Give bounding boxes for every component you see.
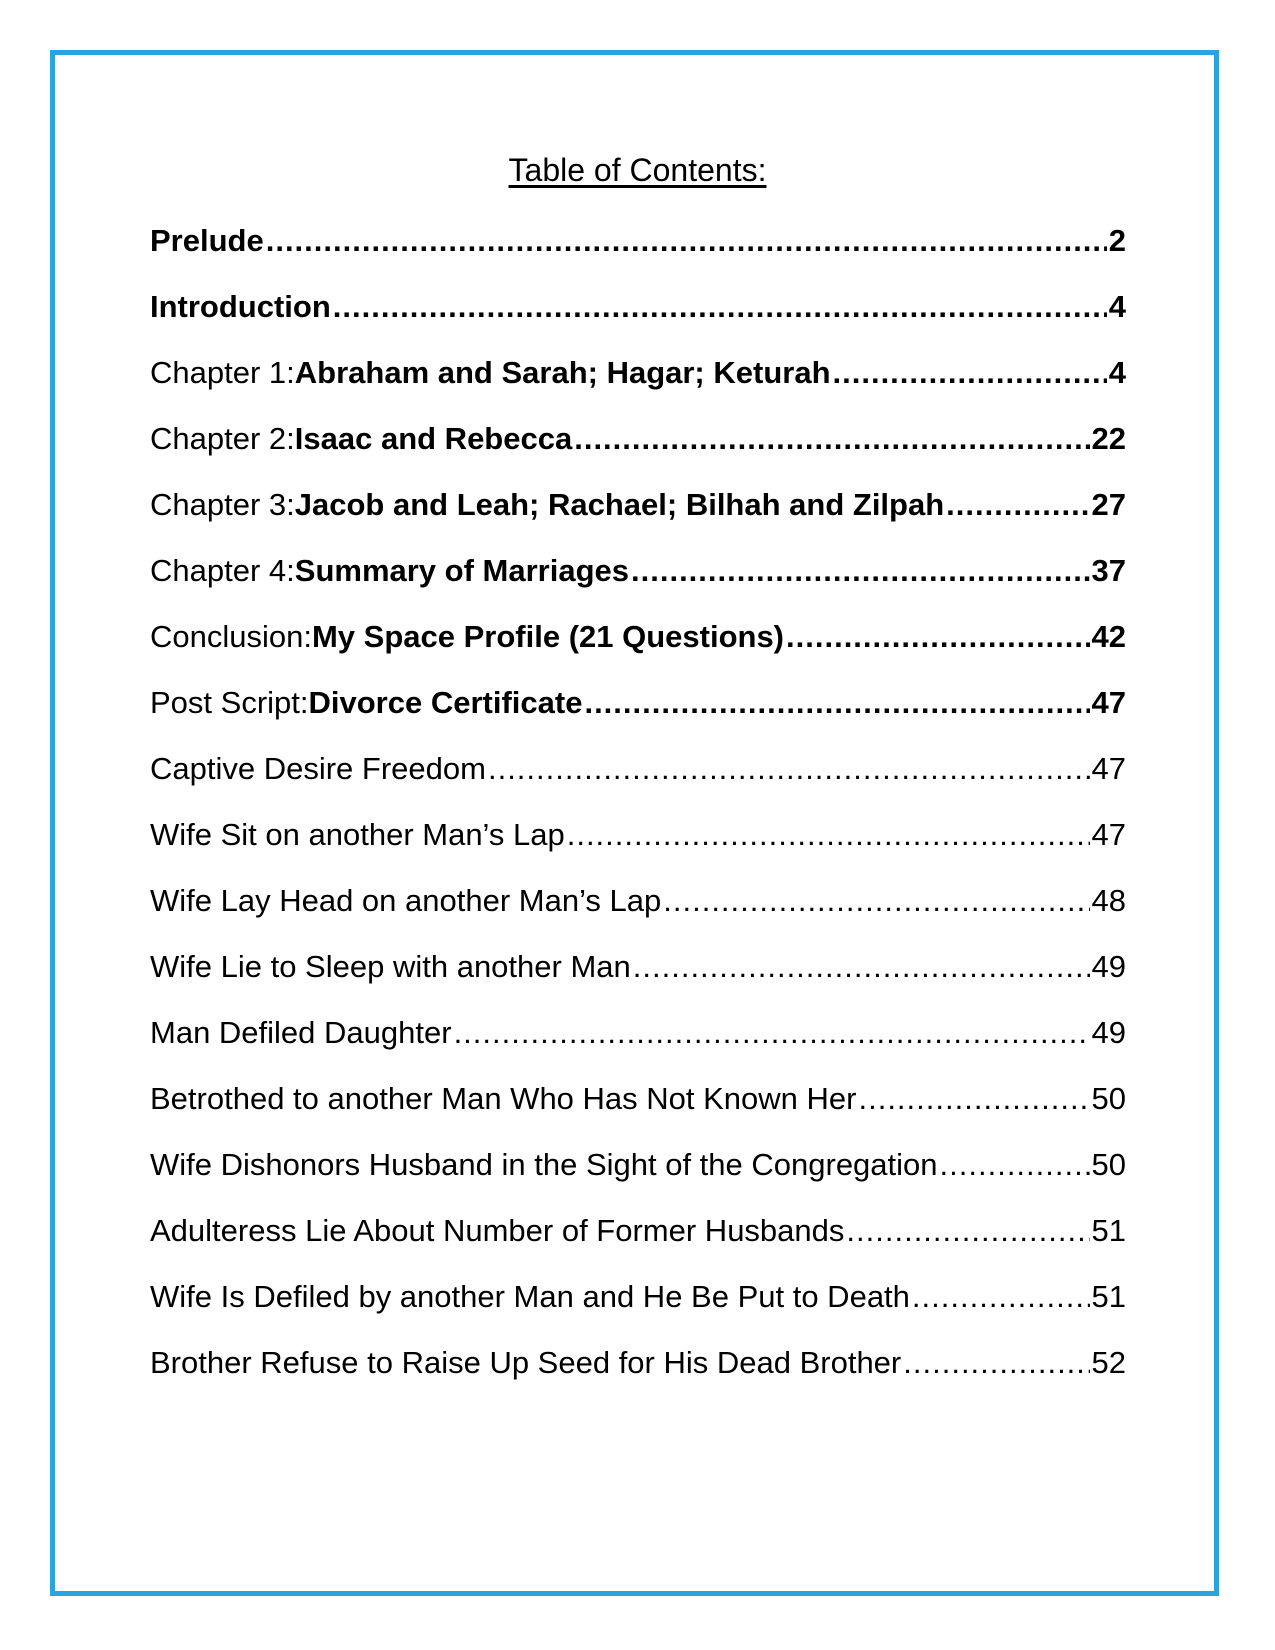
toc-entry-label: Chapter 2:	[150, 421, 295, 456]
toc-dot-leader	[833, 353, 1107, 393]
toc-entry	[150, 221, 1126, 287]
toc-entry-title: My Space Profile (21 Questions)	[311, 619, 785, 654]
toc-entry	[150, 1343, 1126, 1409]
toc-entry-title: Prelude	[150, 223, 264, 258]
toc-entry-label: Conclusion:	[150, 619, 312, 654]
toc-page-number: 48	[1091, 883, 1126, 918]
toc-page-number: 51	[1091, 1213, 1126, 1248]
toc-dot-leader	[454, 1013, 1090, 1053]
toc-entry	[150, 353, 1126, 419]
toc-page-number: 42	[1091, 619, 1126, 654]
toc-page-number: 47	[1091, 817, 1126, 852]
toc-entry-title: Abraham and Sarah; Hagar; Keturah	[294, 355, 831, 390]
toc-dot-leader	[946, 485, 1089, 525]
toc-page-number: 50	[1091, 1147, 1126, 1182]
toc-heading: Table of Contents:	[508, 152, 767, 188]
toc-entry	[150, 287, 1126, 353]
toc-entry-title: Man Defiled Daughter	[150, 1015, 452, 1050]
toc-dot-leader	[786, 617, 1090, 657]
toc-page-number: 52	[1091, 1345, 1126, 1380]
toc-entry	[150, 1211, 1126, 1277]
toc-dot-leader	[633, 947, 1090, 987]
toc-entry-title: Brother Refuse to Raise Up Seed for His Dead Brother	[150, 1345, 902, 1380]
toc-entry	[150, 947, 1126, 1013]
toc-entry-title: Betrothed to another Man Who Has Not Known Her	[150, 1081, 857, 1116]
toc-entry	[150, 881, 1126, 947]
toc-page-number: 4	[1108, 289, 1126, 324]
toc-page-number: 27	[1091, 487, 1126, 522]
toc-entry	[150, 1013, 1126, 1079]
toc-page-number: 2	[1108, 223, 1126, 258]
toc-page-number: 47	[1091, 751, 1126, 786]
toc-entry	[150, 551, 1126, 617]
toc-page-number: 47	[1091, 685, 1126, 720]
toc-dot-leader	[846, 1211, 1089, 1251]
toc-dot-leader	[903, 1343, 1089, 1383]
toc-entry-title: Jacob and Leah; Rachael; Bilhah and Zilpah	[294, 487, 945, 522]
toc-entry-label: Chapter 1:	[150, 355, 295, 390]
toc-page-number: 37	[1091, 553, 1126, 588]
toc-page-number: 49	[1091, 949, 1126, 984]
toc-list	[150, 221, 1126, 1409]
toc-entry-title: Adulteress Lie About Number of Former Husbands	[150, 1213, 845, 1248]
toc-entry-label: Post Script:	[150, 685, 309, 720]
toc-dot-leader	[631, 551, 1090, 591]
toc-dot-leader	[333, 287, 1107, 327]
toc-dot-leader	[266, 221, 1107, 261]
toc-entry-title: Wife Is Defiled by another Man and He Be Put to Death	[150, 1279, 910, 1314]
toc-entry	[150, 749, 1126, 815]
toc-entry	[150, 683, 1126, 749]
toc-dot-leader	[574, 419, 1089, 459]
toc-dot-leader	[663, 881, 1089, 921]
toc-entry	[150, 1079, 1126, 1145]
toc-entry	[150, 1277, 1126, 1343]
toc-entry-title: Summary of Marriages	[294, 553, 629, 588]
toc-entry-title: Wife Sit on another Man’s Lap	[150, 817, 565, 852]
toc-entry	[150, 1145, 1126, 1211]
toc-entry-label: Chapter 3:	[150, 487, 295, 522]
toc-entry-title: Wife Lay Head on another Man’s Lap	[150, 883, 662, 918]
toc-dot-leader	[940, 1145, 1090, 1185]
toc-entry-title: Divorce Certificate	[308, 685, 583, 720]
toc-page-number: 22	[1091, 421, 1126, 456]
toc-dot-leader	[584, 683, 1089, 723]
toc-entry-label: Chapter 4:	[150, 553, 295, 588]
toc-dot-leader	[858, 1079, 1089, 1119]
toc-entry-title: Isaac and Rebecca	[294, 421, 573, 456]
toc-dot-leader	[488, 749, 1090, 789]
toc-entry	[150, 419, 1126, 485]
toc-entry-title: Wife Lie to Sleep with another Man	[150, 949, 631, 984]
toc-entry	[150, 617, 1126, 683]
toc-page-number: 49	[1091, 1015, 1126, 1050]
toc-page-number: 50	[1091, 1081, 1126, 1116]
toc-entry	[150, 485, 1126, 551]
toc-dot-leader	[912, 1277, 1090, 1317]
toc-page-number: 4	[1108, 355, 1126, 390]
toc-entry-title: Captive Desire Freedom	[150, 751, 486, 786]
toc-entry	[150, 815, 1126, 881]
toc-entry-title: Wife Dishonors Husband in the Sight of the Congregation	[150, 1147, 938, 1182]
toc-page-number: 51	[1091, 1279, 1126, 1314]
toc-entry-title: Introduction	[150, 289, 331, 324]
toc-dot-leader	[567, 815, 1090, 855]
